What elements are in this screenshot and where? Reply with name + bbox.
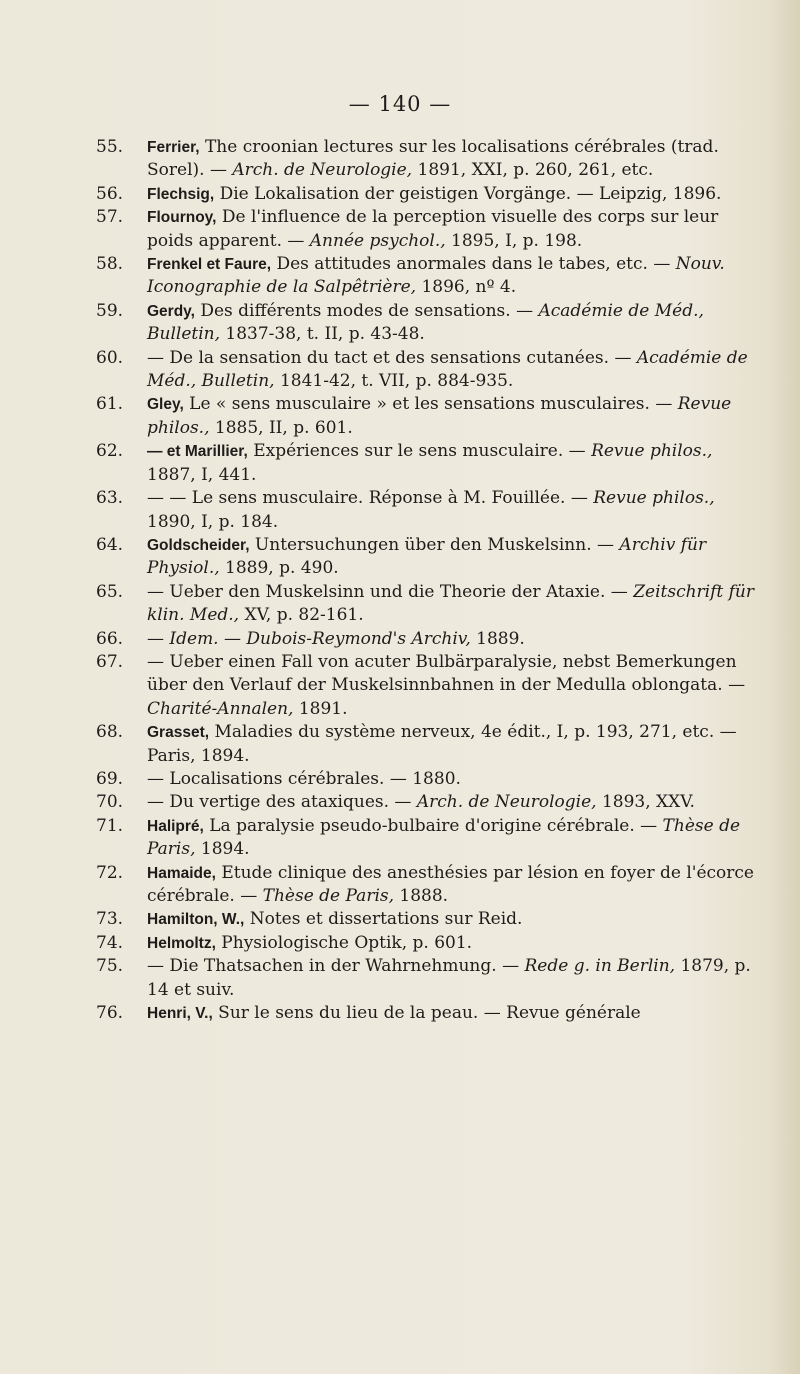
entry-author: Hamaide,: [147, 864, 216, 882]
entry-source: Idem. — Dubois-Reymond's Archiv,: [169, 628, 471, 649]
entry-details: 1887, I, 441.: [147, 464, 257, 485]
entry-details: 1893, XXV.: [596, 792, 695, 813]
bibliography-entry: [96, 815, 756, 862]
entry-author: Ferrier,: [147, 139, 200, 156]
bibliography-entry: [96, 932, 756, 955]
entry-details: XV, p. 82-161.: [239, 605, 364, 626]
entry-author: Hamilton, W.,: [147, 911, 245, 929]
entry-author: Henri, V.,: [147, 1005, 213, 1023]
bibliography-entry: [96, 136, 756, 183]
entry-details: 1890, I, p. 184.: [147, 511, 279, 532]
entry-author: Flechsig,: [147, 185, 215, 203]
entry-number: 59.: [96, 300, 124, 321]
entry-text: Des attitudes anormales dans le tabes, etc. —: [271, 254, 676, 275]
entry-author: Helmoltz,: [147, 934, 216, 952]
entry-number: 72.: [96, 862, 124, 883]
entry-text: —: [147, 628, 170, 649]
entry-details: 1896, nº 4.: [416, 277, 517, 298]
entry-details: 1885, II, p. 601.: [209, 417, 353, 438]
bibliography-entry: [96, 487, 756, 534]
entry-number: 56.: [96, 183, 124, 204]
entry-details: 1891.: [293, 698, 348, 719]
entry-source: Revue philos.,: [591, 441, 713, 462]
entry-number: 63.: [96, 488, 124, 509]
entry-author: Gerdy,: [147, 302, 195, 320]
entry-text: — — Le sens musculaire. Réponse à M. Fouillée. —: [147, 488, 594, 509]
entry-details: 1889.: [470, 628, 525, 649]
bibliography-entry: [96, 440, 756, 487]
entry-details: 1888.: [394, 886, 449, 906]
entry-source: Thèse de Paris,: [147, 815, 741, 860]
entry-text: Des différents modes de sensations. —: [194, 300, 539, 321]
entry-text: Die Lokalisation der geistigen Vorgänge. — Leipzig, 1896.: [214, 183, 722, 204]
bibliography-entry: [96, 628, 756, 651]
entry-number: 66.: [96, 628, 124, 649]
entry-number: 60.: [96, 347, 124, 368]
entry-details: 1894.: [195, 839, 250, 860]
entry-details: 1889, p. 490.: [219, 558, 339, 579]
bibliography-entry: [96, 768, 756, 791]
entry-source: Année psychol.,: [309, 230, 446, 251]
entry-text: Notes et dissertations sur Reid.: [244, 909, 523, 930]
bibliography-entry: [96, 721, 756, 768]
entry-source: Thèse de Paris,: [262, 886, 395, 906]
entry-source: Archiv für Physiol.,: [147, 534, 707, 579]
entry-source: Arch. de Neurologie,: [416, 792, 597, 813]
bibliography-entry: [96, 393, 756, 440]
entry-text: La paralysie pseudo-bulbaire d'origine cérébrale. —: [203, 815, 663, 836]
bibliography-entry: [96, 347, 756, 394]
entry-source: Arch. de Neurologie,: [232, 160, 413, 181]
entry-author: Goldscheider,: [147, 536, 250, 554]
entry-details: 1841-42, t. VII, p. 884-935.: [274, 371, 514, 392]
entry-text: Maladies du système nerveux, 4e édit., I, p. 193, 271, etc. — Paris, 1894.: [147, 722, 737, 766]
entry-details: 1879, p. 14 et suiv.: [147, 956, 751, 1000]
bibliography-entry: [96, 183, 756, 206]
entry-details: 1837-38, t. II, p. 43-48.: [220, 324, 425, 345]
entry-number: 61.: [96, 394, 124, 415]
entry-author: Gley,: [147, 396, 184, 414]
entry-text: — Ueber den Muskelsinn und die Theorie der Ataxie. —: [147, 581, 634, 602]
entry-number: 75.: [96, 956, 124, 977]
entry-number: 76.: [96, 1003, 124, 1024]
entry-number: 68.: [96, 722, 124, 743]
bibliography-entry: [96, 908, 756, 931]
entry-number: 57.: [96, 207, 124, 228]
bibliography-entry: [96, 300, 756, 347]
entry-details: 1895, I, p. 198.: [445, 230, 583, 251]
entry-number: 55.: [96, 137, 124, 157]
entry-text: Etude clinique des anesthésies par lésion en foyer de l'écorce cérébrale. —: [147, 862, 754, 906]
entry-number: 65.: [96, 581, 124, 602]
entry-source: Revue philos.,: [593, 488, 715, 509]
page-number: — 140 —: [348, 92, 452, 116]
entry-text: Le « sens musculaire » et les sensations musculaires. —: [183, 394, 678, 415]
entry-number: 74.: [96, 932, 124, 953]
bibliography-entry: [96, 862, 756, 909]
entry-text: — Die Thatsachen in der Wahrnehmung. —: [147, 956, 525, 977]
entry-text: Expériences sur le sens musculaire. —: [247, 441, 592, 462]
bibliography-entry: [96, 955, 756, 1002]
bibliography-list: [96, 136, 756, 1025]
bibliography-entry: [96, 651, 756, 721]
entry-author: Flournoy,: [147, 209, 217, 227]
entry-author: Grasset,: [147, 724, 210, 742]
entry-number: 71.: [96, 815, 124, 836]
entry-text: — Du vertige des ataxiques. —: [147, 792, 417, 813]
bibliography-entry: [96, 253, 756, 300]
entry-source: Zeitschrift für klin. Med.,: [147, 581, 754, 626]
entry-text: Sur le sens du lieu de la peau. — Revue générale: [212, 1003, 641, 1024]
entry-source: Revue philos.,: [147, 394, 732, 438]
entry-source: Nouv. Iconographie de la Salpêtrière,: [147, 254, 725, 298]
entry-text: — Localisations cérébrales. — 1880.: [147, 768, 461, 789]
entry-number: 58.: [96, 254, 124, 275]
entry-source: Académie de Méd., Bulletin,: [147, 300, 704, 345]
entry-number: 67.: [96, 651, 124, 672]
entry-author: Frenkel et Faure,: [147, 256, 272, 274]
entry-text: — Ueber einen Fall von acuter Bulbärparalysie, nebst Bemerkungen über den Verlauf der Muskelsinnbahnen in der Medulla oblongata. —: [147, 651, 746, 696]
entry-number: 70.: [96, 792, 124, 813]
entry-text: De l'influence de la perception visuelle des corps sur leur poids apparent. —: [147, 207, 719, 251]
bibliography-entry: [96, 581, 756, 628]
entry-text: Physiologische Optik, p. 601.: [215, 932, 473, 953]
bibliography-entry: [96, 534, 756, 581]
entry-number: 62.: [96, 441, 124, 462]
entry-author: — et Marillier,: [147, 443, 248, 461]
entry-number: 73.: [96, 909, 124, 930]
entry-number: 69.: [96, 768, 124, 789]
entry-text: The croonian lectures sur les localisations cérébrales (trad. Sorel). —: [147, 137, 719, 181]
entry-number: 64.: [96, 534, 124, 555]
entry-source: Charité-Annalen,: [147, 698, 294, 719]
entry-details: 1891, XXI, p. 260, 261, etc.: [412, 160, 654, 181]
entry-author: Halipré,: [147, 817, 204, 835]
entry-text: — De la sensation du tact et des sensations cutanées. —: [147, 347, 637, 368]
entry-text: Untersuchungen über den Muskelsinn. —: [249, 534, 620, 555]
bibliography-entry: [96, 1002, 756, 1025]
bibliography-entry: [96, 791, 756, 814]
entry-source: Académie de Méd., Bulletin,: [147, 347, 748, 392]
entry-source: Rede g. in Berlin,: [524, 956, 676, 977]
bibliography-entry: [96, 206, 756, 253]
